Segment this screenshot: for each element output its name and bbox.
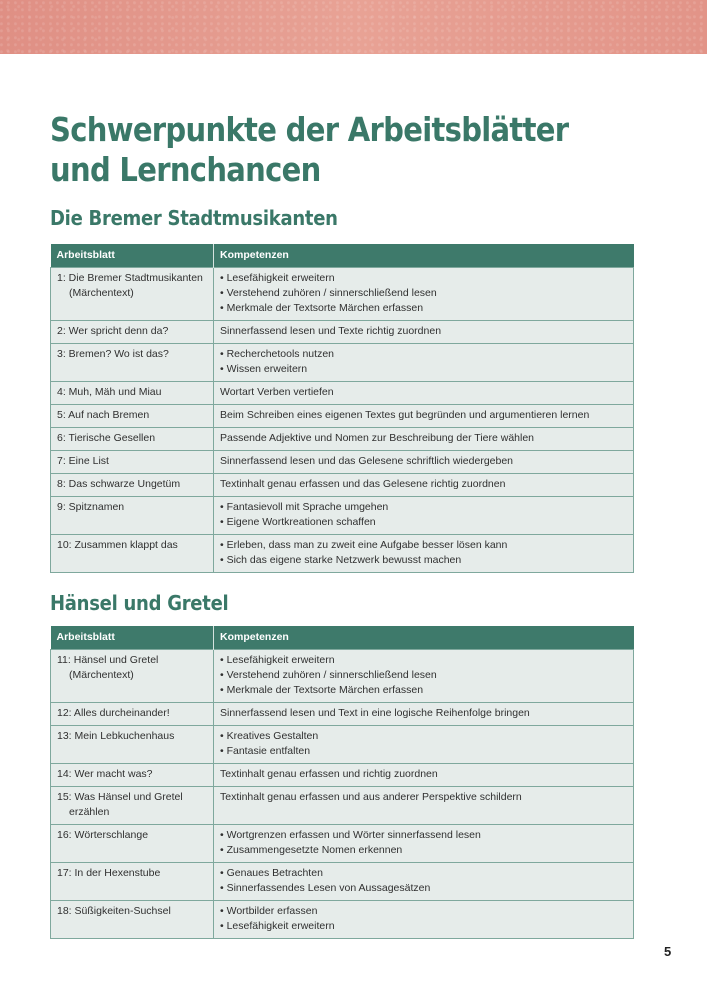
worksheet-title-line: 15: Was Hänsel und Gretel [57,791,183,803]
table-row [51,535,634,573]
cell-arbeitsblatt [51,405,214,428]
competence-item: Textinhalt genau erfassen und das Gelesene richtig zuordnen [220,478,506,490]
worksheet-title-line: 10: Zusammen klappt das [57,539,178,551]
competence-item: • Merkmale der Textsorte Märchen erfassen [220,684,424,696]
cell-kompetenzen [214,474,634,497]
worksheet-title-line: 8: Das schwarze Ungetüm [57,478,181,490]
section-title-bremer: Die Bremer Stadtmusikanten [50,206,338,230]
cell-arbeitsblatt [51,901,214,939]
table-row [51,321,634,344]
cell-kompetenzen [214,703,634,726]
worksheet-title-line: 17: In der Hexenstube [57,867,161,879]
competence-item: • Sinnerfassendes Lesen von Aussagesätzen [220,882,431,894]
section-title-haensel: Hänsel und Gretel [50,591,229,615]
worksheet-title-line: 12: Alles durcheinander! [57,707,170,719]
competence-item: • Zusammengesetzte Nomen erkennen [220,844,403,856]
cell-arbeitsblatt [51,428,214,451]
page-title-line-1: Schwerpunkte der Arbeitsblätter [50,110,569,149]
page-number: 5 [664,944,672,959]
decorative-banner [0,0,707,54]
worksheet-title-line: (Märchentext) [69,287,134,299]
competence-item: • Lesefähigkeit erweitern [220,920,335,932]
worksheet-title-line: 16: Wörterschlange [57,829,149,841]
table-row [51,451,634,474]
table-row [51,703,634,726]
competence-item: • Erleben, dass man zu zweit eine Aufgabe besser lösen kann [220,539,508,551]
column-header-kompetenzen: Kompetenzen [214,626,634,650]
cell-arbeitsblatt [51,497,214,535]
cell-kompetenzen [214,405,634,428]
competence-item: • Verstehend zuhören / sinnerschließend lesen [220,669,437,681]
cell-arbeitsblatt [51,863,214,901]
table-row [51,474,634,497]
worksheet-title-line: 3: Bremen? Wo ist das? [57,348,169,360]
table-row [51,650,634,703]
cell-arbeitsblatt [51,535,214,573]
competence-item: • Lesefähigkeit erweitern [220,654,335,666]
competence-item: Sinnerfassend lesen und Texte richtig zuordnen [220,325,442,337]
worksheet-title-line: 1: Die Bremer Stadtmusikanten [57,272,203,284]
table-header-row [51,244,634,268]
table-row [51,764,634,787]
worksheet-title-line: erzählen [69,806,110,818]
cell-kompetenzen [214,497,634,535]
worksheet-title-line: 4: Muh, Mäh und Miau [57,386,162,398]
competence-item: • Genaues Betrachten [220,867,323,879]
worksheet-title-line: (Märchentext) [69,669,134,681]
table-row [51,825,634,863]
cell-arbeitsblatt [51,321,214,344]
page-title-line-2: und Lernchancen [50,150,321,189]
cell-kompetenzen [214,321,634,344]
cell-kompetenzen [214,901,634,939]
competence-item: Sinnerfassend lesen und das Gelesene schriftlich wiedergeben [220,455,514,467]
cell-kompetenzen [214,764,634,787]
competence-item: • Fantasie entfalten [220,745,311,757]
cell-arbeitsblatt [51,764,214,787]
competence-item: • Verstehend zuhören / sinnerschließend lesen [220,287,437,299]
cell-kompetenzen [214,344,634,382]
competence-item: Sinnerfassend lesen und Text in eine logische Reihenfolge bringen [220,707,530,719]
worksheet-title-line: 5: Auf nach Bremen [57,409,150,421]
table-row [51,268,634,321]
cell-arbeitsblatt [51,703,214,726]
cell-kompetenzen [214,787,634,825]
table-bremer-stadtmusikanten [50,244,634,573]
competence-item: • Wissen erweitern [220,363,308,375]
cell-kompetenzen [214,650,634,703]
competence-item: • Wortgrenzen erfassen und Wörter sinnerfassend lesen [220,829,481,841]
worksheet-title-line: 2: Wer spricht denn da? [57,325,169,337]
column-header-kompetenzen: Kompetenzen [214,244,634,268]
worksheet-title-line: 14: Wer macht was? [57,768,153,780]
cell-arbeitsblatt [51,726,214,764]
table-row [51,344,634,382]
worksheet-title-line: 13: Mein Lebkuchenhaus [57,730,175,742]
column-header-arbeitsblatt: Arbeitsblatt [51,626,214,650]
cell-arbeitsblatt [51,382,214,405]
competence-item: • Wortbilder erfassen [220,905,318,917]
competence-item: Beim Schreiben eines eigenen Textes gut begründen und argumentieren lernen [220,409,590,421]
cell-kompetenzen [214,268,634,321]
table-haensel-und-gretel [50,626,634,939]
cell-kompetenzen [214,535,634,573]
table-row [51,726,634,764]
competence-item: • Eigene Wortkreationen schaffen [220,516,376,528]
table-row [51,497,634,535]
page-title [50,110,568,190]
cell-arbeitsblatt [51,451,214,474]
cell-arbeitsblatt [51,344,214,382]
cell-arbeitsblatt [51,474,214,497]
cell-arbeitsblatt [51,787,214,825]
competence-item: • Merkmale der Textsorte Märchen erfassen [220,302,424,314]
cell-kompetenzen [214,428,634,451]
worksheet-title-line: 7: Eine List [57,455,109,467]
worksheet-title-line: 6: Tierische Gesellen [57,432,156,444]
competence-item: Wortart Verben vertiefen [220,386,334,398]
cell-arbeitsblatt [51,650,214,703]
competence-item: • Sich das eigene starke Netzwerk bewusst machen [220,554,462,566]
cell-arbeitsblatt [51,825,214,863]
cell-kompetenzen [214,451,634,474]
competence-item: • Recherchetools nutzen [220,348,334,360]
cell-kompetenzen [214,382,634,405]
cell-kompetenzen [214,825,634,863]
table-row [51,405,634,428]
column-header-arbeitsblatt: Arbeitsblatt [51,244,214,268]
cell-kompetenzen [214,726,634,764]
competence-item: Textinhalt genau erfassen und aus anderer Perspektive schildern [220,791,522,803]
worksheet-title-line: 11: Hänsel und Gretel [57,654,159,666]
table-row [51,382,634,405]
competence-item: • Fantasievoll mit Sprache umgehen [220,501,389,513]
competence-item: • Kreatives Gestalten [220,730,319,742]
table-row [51,901,634,939]
table-header-row [51,626,634,650]
competence-item: Passende Adjektive und Nomen zur Beschreibung der Tiere wählen [220,432,535,444]
cell-arbeitsblatt [51,268,214,321]
worksheet-title-line: 9: Spitznamen [57,501,125,513]
worksheet-title-line: 18: Süßigkeiten-Suchsel [57,905,171,917]
table-row [51,428,634,451]
table-row [51,787,634,825]
competence-item: Textinhalt genau erfassen und richtig zuordnen [220,768,438,780]
competence-item: • Lesefähigkeit erweitern [220,272,335,284]
cell-kompetenzen [214,863,634,901]
table-row [51,863,634,901]
